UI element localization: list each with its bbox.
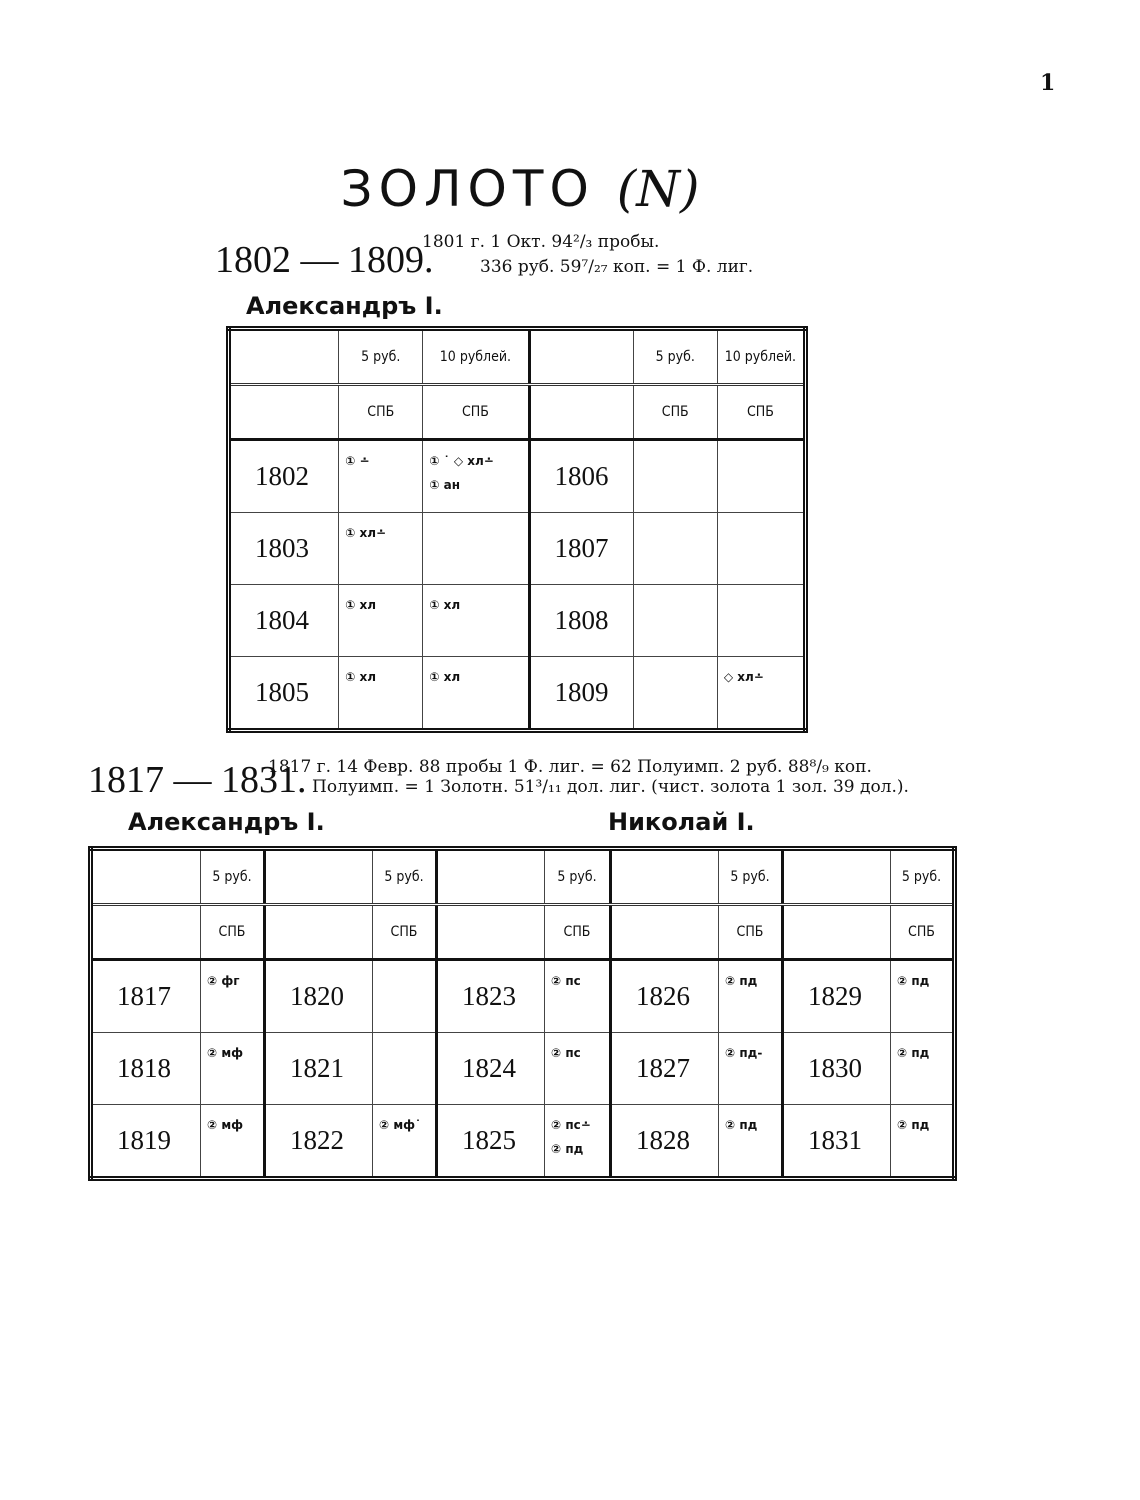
- year-cell: 1821: [265, 1033, 373, 1105]
- mark-cell-10rub: [423, 513, 529, 585]
- year-cell: 1822: [265, 1105, 373, 1179]
- year-cell: 1830: [783, 1033, 891, 1105]
- mintmark: ② пс: [551, 1046, 581, 1060]
- section2-ruler-right: Николай I.: [608, 808, 755, 836]
- gold-symbol: (N): [616, 160, 700, 218]
- header-row: [229, 329, 806, 385]
- mintmark: ② мф: [207, 1118, 244, 1132]
- year-cell: 1807: [529, 513, 633, 585]
- year-cell: 1804: [229, 585, 339, 657]
- mintmark: ① ан: [429, 478, 461, 492]
- mark-cell-5rub: [339, 657, 423, 731]
- header-cell: СПБ: [339, 385, 423, 440]
- header-cell: 5 руб.: [891, 849, 955, 905]
- year-cell: 1806: [529, 440, 633, 513]
- mark-cell-5rub: [545, 1105, 611, 1179]
- mintmark: ② пд: [897, 1118, 930, 1132]
- header-cell: 5 руб.: [373, 849, 437, 905]
- section1-ruler: Александръ I.: [246, 292, 443, 320]
- year-cell: 1827: [611, 1033, 719, 1105]
- mintmark: ① хл: [429, 670, 461, 684]
- mark-cell-10rub: [423, 440, 529, 513]
- mintmark: ① ˙ ◇ хл∸: [429, 454, 494, 468]
- mark-cell-5rub: [339, 440, 423, 513]
- header-cell: СПБ: [633, 385, 717, 440]
- header-cell: [783, 905, 891, 960]
- mark-cell-5rub: [891, 960, 955, 1033]
- header-cell: [91, 849, 201, 905]
- mark-cell-10rub: [717, 513, 805, 585]
- mark-cell-5rub: [545, 960, 611, 1033]
- mintmark: ② пд: [897, 1046, 930, 1060]
- header-cell: СПБ: [423, 385, 529, 440]
- mintmark: ◇ хл∸: [723, 670, 764, 684]
- mark-cell-5rub: [545, 1033, 611, 1105]
- header-cell: СПБ: [201, 905, 265, 960]
- mintmark: ② мф˙: [379, 1118, 422, 1132]
- header-cell: [229, 329, 339, 385]
- header-cell: [529, 385, 633, 440]
- mintmark: ② пс: [551, 974, 581, 988]
- mark-cell-5rub: [201, 960, 265, 1033]
- year-cell: 1808: [529, 585, 633, 657]
- year-cell: 1828: [611, 1105, 719, 1179]
- mark-cell-5rub: [891, 1105, 955, 1179]
- year-cell: 1819: [91, 1105, 201, 1179]
- mark-cell-5rub: [719, 1105, 783, 1179]
- mintmark: ① ∸: [345, 454, 370, 468]
- mintmark: ② пд: [725, 974, 758, 988]
- mintmark: ② пд: [897, 974, 930, 988]
- table-row: [91, 1033, 955, 1105]
- year-cell: 1818: [91, 1033, 201, 1105]
- header-cell: 5 руб.: [545, 849, 611, 905]
- coin-table-1817-1831: [88, 846, 957, 1181]
- header-cell: [437, 849, 545, 905]
- table-row: [229, 585, 806, 657]
- mark-cell-5rub: [373, 960, 437, 1033]
- year-cell: 1803: [229, 513, 339, 585]
- header-cell: [229, 385, 339, 440]
- header-cell: 5 руб.: [339, 329, 423, 385]
- header-cell: [265, 905, 373, 960]
- mintmark: ① хл: [345, 598, 377, 612]
- title-text: ЗОЛОТО: [340, 160, 595, 218]
- mark-cell-5rub: [891, 1033, 955, 1105]
- header-cell: [91, 905, 201, 960]
- table-row: [229, 513, 806, 585]
- mark-cell-5rub: [633, 585, 717, 657]
- mintmark: ② пд: [725, 1118, 758, 1132]
- mark-cell-5rub: [201, 1105, 265, 1179]
- header-cell: СПБ: [719, 905, 783, 960]
- header-cell: 5 руб.: [633, 329, 717, 385]
- page-title: [0, 160, 1040, 218]
- mintmark: ① хл: [429, 598, 461, 612]
- mark-cell-10rub: [717, 657, 805, 731]
- year-cell: 1802: [229, 440, 339, 513]
- header-cell: [783, 849, 891, 905]
- mark-cell-5rub: [633, 657, 717, 731]
- header-cell: СПБ: [545, 905, 611, 960]
- year-cell: 1823: [437, 960, 545, 1033]
- section2-note2: Полуимп. = 1 Золотн. 51³/₁₁ дол. лиг. (чист. золота 1 зол. 39 дол.).: [312, 777, 909, 797]
- section2-ruler-left: Александръ I.: [128, 808, 325, 836]
- table-row: [91, 1105, 955, 1179]
- mark-cell-10rub: [423, 585, 529, 657]
- header-cell: [611, 905, 719, 960]
- mark-cell-5rub: [633, 440, 717, 513]
- header-cell: [437, 905, 545, 960]
- section2-years: 1817 — 1831.: [88, 759, 307, 801]
- mark-cell-10rub: [717, 585, 805, 657]
- section2-note1: 1817 г. 14 Февр. 88 пробы 1 Ф. лиг. = 62 Полуимп. 2 руб. 88⁸/₉ коп.: [268, 757, 872, 777]
- section1-years: 1802 — 1809.: [215, 239, 434, 281]
- year-cell: 1826: [611, 960, 719, 1033]
- table-row: [229, 440, 806, 513]
- mark-cell-5rub: [201, 1033, 265, 1105]
- mark-cell-5rub: [719, 960, 783, 1033]
- year-cell: 1805: [229, 657, 339, 731]
- page-number: 1: [1040, 70, 1056, 96]
- mintmark: ② пд-: [725, 1046, 763, 1060]
- mintmark: ① хл: [345, 670, 377, 684]
- year-cell: 1809: [529, 657, 633, 731]
- mark-cell-10rub: [717, 440, 805, 513]
- mark-cell-5rub: [373, 1105, 437, 1179]
- section1-note1: 1801 г. 1 Окт. 94²/₃ пробы.: [422, 232, 660, 252]
- header-cell: [265, 849, 373, 905]
- header-row: [229, 385, 806, 440]
- header-cell: 10 рублей.: [423, 329, 529, 385]
- mintmark: ① хл∸: [345, 526, 387, 540]
- year-cell: 1831: [783, 1105, 891, 1179]
- header-cell: СПБ: [891, 905, 955, 960]
- mark-cell-5rub: [633, 513, 717, 585]
- header-row: [91, 905, 955, 960]
- year-cell: 1824: [437, 1033, 545, 1105]
- year-cell: 1829: [783, 960, 891, 1033]
- table-row: [91, 960, 955, 1033]
- header-cell: [529, 329, 633, 385]
- section1-note2: 336 руб. 59⁷/₂₇ коп. = 1 Ф. лиг.: [480, 257, 754, 277]
- year-cell: 1825: [437, 1105, 545, 1179]
- mark-cell-5rub: [339, 585, 423, 657]
- header-cell: 10 рублей.: [717, 329, 805, 385]
- mintmark: ② пс∸: [551, 1118, 591, 1132]
- coin-table-1802-1809: [226, 326, 808, 733]
- year-cell: 1820: [265, 960, 373, 1033]
- mark-cell-10rub: [423, 657, 529, 731]
- mintmark: ② пд: [551, 1142, 584, 1156]
- year-cell: 1817: [91, 960, 201, 1033]
- mintmark: ② мф: [207, 1046, 244, 1060]
- mark-cell-5rub: [373, 1033, 437, 1105]
- mark-cell-5rub: [719, 1033, 783, 1105]
- header-row: [91, 849, 955, 905]
- mark-cell-5rub: [339, 513, 423, 585]
- header-cell: 5 руб.: [201, 849, 265, 905]
- header-cell: 5 руб.: [719, 849, 783, 905]
- header-cell: СПБ: [373, 905, 437, 960]
- header-cell: [611, 849, 719, 905]
- mintmark: ② фг: [207, 974, 240, 988]
- table-row: [229, 657, 806, 731]
- header-cell: СПБ: [717, 385, 805, 440]
